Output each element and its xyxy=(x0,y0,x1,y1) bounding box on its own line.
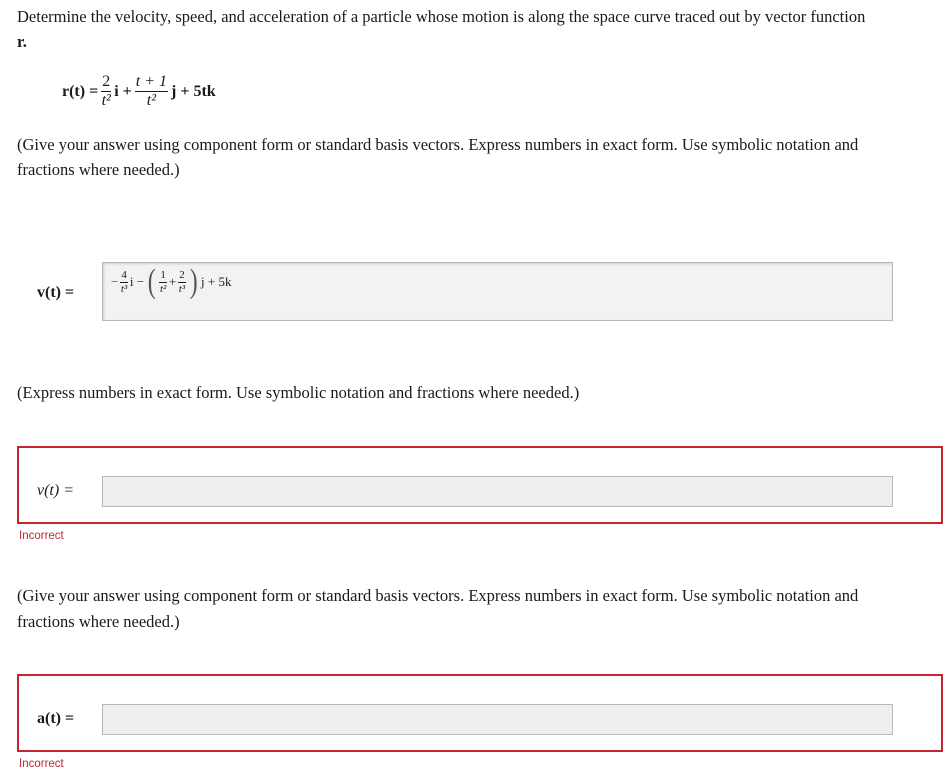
fraction-term1 xyxy=(101,74,111,109)
equation-lhs: r(t) = xyxy=(62,82,99,100)
equation-term2-vector: j + 5tk xyxy=(171,82,216,100)
velocity-fraction2-numerator: 1 xyxy=(160,268,166,281)
velocity-fraction3-numerator: 2 xyxy=(179,268,185,281)
velocity-instruction-line2: fractions where needed.) xyxy=(17,160,180,179)
velocity-i-term: i − xyxy=(129,274,145,289)
velocity-answer-expression xyxy=(111,265,232,299)
fraction-term1-denominator: t² xyxy=(101,92,111,109)
acceleration-answer-field[interactable] xyxy=(102,704,893,735)
fraction-term2 xyxy=(135,74,168,109)
problem-intro-line1: Determine the velocity, speed, and acceleration of a particle whose motion is along the space curve traced out by vector function xyxy=(17,7,866,26)
velocity-instruction-line1: (Give your answer using component form or standard basis vectors. Express numbers in exact form. Use symbolic notation and xyxy=(17,135,859,154)
velocity-tail: j + 5k xyxy=(201,274,232,289)
velocity-fraction3 xyxy=(178,270,186,295)
velocity-sign: − xyxy=(111,274,119,289)
velocity-fraction2-denominator: t² xyxy=(159,282,167,295)
velocity-fraction2 xyxy=(159,270,167,295)
fraction-term2-numerator: t + 1 xyxy=(135,73,168,90)
velocity-fraction1-numerator: 4 xyxy=(121,268,127,281)
velocity-fraction1 xyxy=(120,270,128,295)
fraction-term1-numerator: 2 xyxy=(102,73,111,90)
velocity-answer-field[interactable] xyxy=(102,262,893,321)
velocity-label: v(t) = xyxy=(37,284,75,301)
velocity-fraction3-denominator: t³ xyxy=(178,282,186,295)
velocity-close-paren: ) xyxy=(189,263,198,300)
speed-status-incorrect: Incorrect xyxy=(19,530,64,542)
fraction-term2-denominator: t² xyxy=(146,92,157,109)
velocity-fraction1-denominator: t³ xyxy=(120,282,128,295)
speed-answer-field[interactable] xyxy=(102,476,893,507)
acceleration-status-incorrect: Incorrect xyxy=(19,758,64,770)
equation-term1-vector: i + xyxy=(114,82,132,100)
problem-intro-line2: r. xyxy=(17,32,27,51)
acceleration-instruction-line1: (Give your answer using component form or standard basis vectors. Express numbers in exact form. Use symbolic notation and xyxy=(17,586,859,605)
speed-instruction: (Express numbers in exact form. Use symbolic notation and fractions where needed.) xyxy=(17,383,580,402)
position-equation xyxy=(62,74,216,109)
velocity-plus: + xyxy=(168,274,177,289)
acceleration-instruction-line2: fractions where needed.) xyxy=(17,612,180,631)
acceleration-label: a(t) = xyxy=(37,710,75,727)
speed-label: v(t) = xyxy=(37,482,74,499)
velocity-open-paren: ( xyxy=(147,263,156,300)
